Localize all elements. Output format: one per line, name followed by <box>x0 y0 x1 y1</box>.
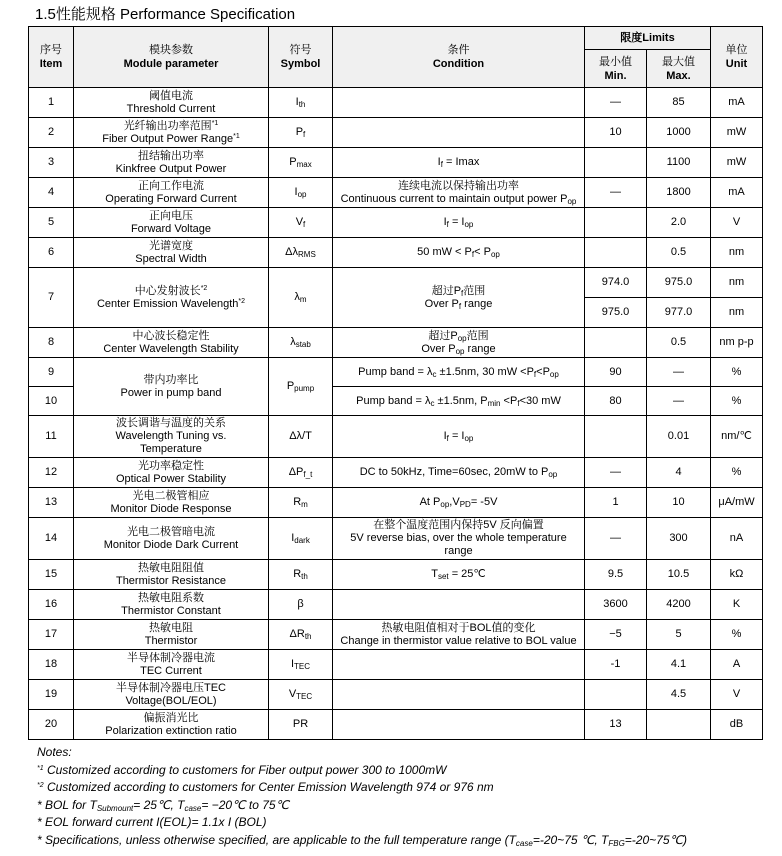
table-row: 11 波长调谐与温度的关系 Wavelength Tuning vs. Temperature Δλ/T $I_f = I_{op}$ 0.01 nm/℃ <box>29 416 763 458</box>
parameter-cell: 正向工作电流 Operating Forward Current <box>74 178 269 208</box>
symbol-cell: $\Delta R_{th}$ <box>269 620 333 650</box>
condition-cell: 50 mW < $P_f< P_{op}$ <box>333 238 585 268</box>
symbol-cell: $\lambda_m$ <box>269 268 333 328</box>
symbol-cell: $P_{pump}$ <box>269 358 333 416</box>
symbol-cell: $I_{TEC}$ <box>269 650 333 680</box>
condition-cell: Pump band = $\lambda_c \pm 1.5nm$, $P_{min} <P_f<30$ mW <box>333 387 585 416</box>
notes-heading: Notes: <box>37 745 72 759</box>
col-condition: 条件 Condition <box>333 27 585 88</box>
parameter-cell: 偏振消光比 Polarization extinction ratio <box>74 710 269 740</box>
condition-cell: At $P_{op},V_{PD}= -5V$ <box>333 488 585 518</box>
parameter-cell: 中心波长稳定性 Center Wavelength Stability <box>74 328 269 358</box>
note-3: * BOL for $T_{Submount}=$ 25℃, $T_{case}=$ −20℃ to 75℃ <box>37 797 290 813</box>
condition-cell: $I_f = I_{op}$ <box>333 208 585 238</box>
performance-spec-table <box>28 26 763 740</box>
condition-cell: 在整个温度范围内保持5V 反向偏置 5V reverse bias, over the whole temperature range <box>333 518 585 560</box>
parameter-cell: 半导体制冷器电压TEC Voltage(BOL/EOL) <box>74 680 269 710</box>
table-row: 20 偏振消光比 Polarization extinction ratio PR 13 dB <box>29 710 763 740</box>
condition-cell: $T_{set}$ = 25℃ <box>333 560 585 590</box>
note-2: $^{*2}$ Customized according to customers for Center Emission Wavelength 974 or 976 nm <box>37 780 494 794</box>
parameter-cell: 中心发射波长$^{*2}$ Center Emission Wavelength$^{*2}$ <box>74 268 269 328</box>
table-row: 3 扭结输出功率 Kinkfree Output Power $P_{max}$ $I_f = Imax$ 1100 mW <box>29 148 763 178</box>
parameter-cell: 热敏电阻系数 Thermistor Constant <box>74 590 269 620</box>
table-row: 9 带内功率比 Power in pump band $P_{pump}$ Pump band = $\lambda_c \pm 1.5nm$, 30 mW $<P_f<P_{op}$ 90 — % <box>29 358 763 387</box>
condition-cell: Pump band = $\lambda_c \pm 1.5nm$, 30 mW $<P_f<P_{op}$ <box>333 358 585 387</box>
condition-cell: $I_f = I_{op}$ <box>333 416 585 458</box>
table-row: 6 光谱宽度 Spectral Width $\Delta\lambda_{RMS}$ 50 mW < $P_f< P_{op}$ 0.5 nm <box>29 238 763 268</box>
table-row: 10 Pump band = $\lambda_c \pm 1.5nm$, $P_{min} <P_f<30$ mW 80 — % <box>29 387 763 416</box>
note-4: * EOL forward current I(EOL)= 1.1x I (BOL) <box>37 815 267 829</box>
note-5: * Specifications, unless otherwise specified, are applicable to the full temperature range ($T_{case}=-20\sim 75$ ℃, $T_{FBG}=-20\sim 75℃$) <box>37 832 687 848</box>
table-row: 975.0 977.0 nm <box>29 298 763 328</box>
symbol-cell: $I_{dark}$ <box>269 518 333 560</box>
condition-cell: $I_f = Imax$ <box>333 148 585 178</box>
table-row: 12 光功率稳定性 Optical Power Stability $\Delta P_{f\_t}$ DC to 50kHz, Time=60sec, 20mW to $P_{op}$ — 4 % <box>29 458 763 488</box>
symbol-cell: $I_{op}$ <box>269 178 333 208</box>
section-title: 1.5性能规格 Performance Specification <box>35 6 296 23</box>
symbol-cell: PR <box>269 710 333 740</box>
table-row: 17 热敏电阻 Thermistor $\Delta R_{th}$ 热敏电阻值相对于BOL值的变化 Change in thermistor value relative to BOL value −5 5 % <box>29 620 763 650</box>
col-symbol: 符号 Symbol <box>269 27 333 88</box>
parameter-cell: 光功率稳定性 Optical Power Stability <box>74 458 269 488</box>
table-row: 2 光纤输出功率范围$^{*1}$ Fiber Output Power Range$^{*1}$ $P_f$ 10 1000 mW <box>29 118 763 148</box>
parameter-cell: 半导体制冷器电流 TEC Current <box>74 650 269 680</box>
parameter-cell: 光电二极管暗电流 Monitor Diode Dark Current <box>74 518 269 560</box>
table-row: 16 热敏电阻系数 Thermistor Constant β 3600 4200 K <box>29 590 763 620</box>
symbol-cell: $I_{th}$ <box>269 88 333 118</box>
symbol-cell: $\Delta P_{f\_t}$ <box>269 458 333 488</box>
table-row: 4 正向工作电流 Operating Forward Current $I_{op}$ 连续电流以保持输出功率 Continuous current to maintain output power $P_{op}$ — 1800 mA <box>29 178 763 208</box>
header-row <box>29 27 763 50</box>
symbol-cell: $R_m$ <box>269 488 333 518</box>
table-row: 18 半导体制冷器电流 TEC Current $I_{TEC}$ -1 4.1 A <box>29 650 763 680</box>
condition-cell: 连续电流以保持输出功率 Continuous current to maintain output power $P_{op}$ <box>333 178 585 208</box>
table-row: 8 中心波长稳定性 Center Wavelength Stability $\lambda_{stab}$ 超过$P_{op}$范围 Over $P_{op}$ range 0.5 nm p-p <box>29 328 763 358</box>
table-row: 7 中心发射波长$^{*2}$ Center Emission Wavelength$^{*2}$ $\lambda_m$ 超过$P_f$范围 Over $P_f$ range 974.0 975.0 nm <box>29 268 763 298</box>
col-parameter: 模块参数 Module parameter <box>74 27 269 88</box>
parameter-cell: 阈值电流 Threshold Current <box>74 88 269 118</box>
table-row: 13 光电二极管相应 Monitor Diode Response $R_m$ At $P_{op},V_{PD}= -5V$ 1 10 μA/mW <box>29 488 763 518</box>
notes <box>37 744 687 849</box>
parameter-cell: 波长调谐与温度的关系 Wavelength Tuning vs. Temperature <box>74 416 269 458</box>
condition-cell: 超过$P_{op}$范围 Over $P_{op}$ range <box>333 328 585 358</box>
note-1: $^{*1}$ Customized according to customers for Fiber output power 300 to 1000mW <box>37 762 447 777</box>
parameter-cell: 带内功率比 Power in pump band <box>74 358 269 416</box>
condition-cell: 热敏电阻值相对于BOL值的变化 Change in thermistor value relative to BOL value <box>333 620 585 650</box>
parameter-cell: 光谱宽度 Spectral Width <box>74 238 269 268</box>
table-row: 14 光电二极管暗电流 Monitor Diode Dark Current $I_{dark}$ 在整个温度范围内保持5V 反向偏置 5V reverse bias, over the whole temperature range — 300 nA <box>29 518 763 560</box>
symbol-cell: $P_f$ <box>269 118 333 148</box>
parameter-cell: 正向电压 Forward Voltage <box>74 208 269 238</box>
table-row: 5 正向电压 Forward Voltage $V_f$ $I_f = I_{op}$ 2.0 V <box>29 208 763 238</box>
condition-cell: 超过$P_f$范围 Over $P_f$ range <box>333 268 585 328</box>
symbol-cell: $V_f$ <box>269 208 333 238</box>
symbol-cell: $P_{max}$ <box>269 148 333 178</box>
symbol-cell: $\lambda_{stab}$ <box>269 328 333 358</box>
col-limits: 限度Limits <box>585 27 711 50</box>
parameter-cell: 光电二极管相应 Monitor Diode Response <box>74 488 269 518</box>
symbol-cell: $\Delta\lambda_{RMS}$ <box>269 238 333 268</box>
symbol-cell: $R_{th}$ <box>269 560 333 590</box>
col-unit: 单位 Unit <box>711 27 763 88</box>
symbol-cell: $V_{TEC}$ <box>269 680 333 710</box>
col-min: 最小值 Min. <box>585 50 647 88</box>
table-row: 15 热敏电阻阻值 Thermistor Resistance $R_{th}$ $T_{set}$ = 25℃ 9.5 10.5 kΩ <box>29 560 763 590</box>
parameter-cell: 扭结输出功率 Kinkfree Output Power <box>74 148 269 178</box>
condition-cell: DC to 50kHz, Time=60sec, 20mW to $P_{op}$ <box>333 458 585 488</box>
parameter-cell: 光纤输出功率范围$^{*1}$ Fiber Output Power Range$^{*1}$ <box>74 118 269 148</box>
table-row: 1 阈值电流 Threshold Current $I_{th}$ — 85 mA <box>29 88 763 118</box>
symbol-cell: β <box>269 590 333 620</box>
col-max: 最大值 Max. <box>647 50 711 88</box>
parameter-cell: 热敏电阻 Thermistor <box>74 620 269 650</box>
parameter-cell: 热敏电阻阻值 Thermistor Resistance <box>74 560 269 590</box>
table-row: 19 半导体制冷器电压TEC Voltage(BOL/EOL) $V_{TEC}$ 4.5 V <box>29 680 763 710</box>
col-item: 序号 Item <box>29 27 74 88</box>
symbol-cell: Δλ/T <box>269 416 333 458</box>
